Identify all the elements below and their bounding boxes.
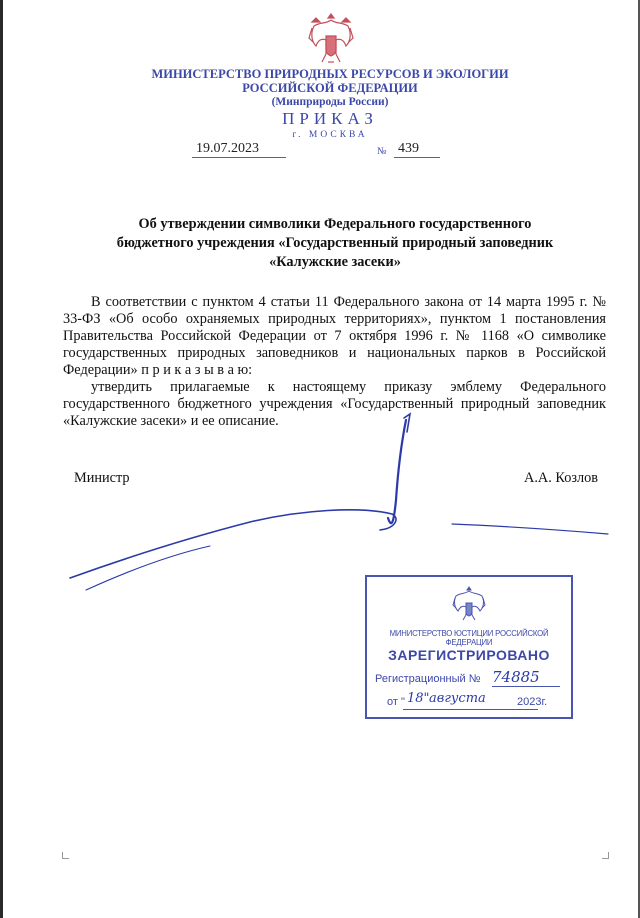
body-paragraph-2: утвердить прилагаемые к настоящему приказу эмблему Федерального государственного бюджетного учреждения «Государственный природный заповедник «Калужские засеки» и ее описание. bbox=[63, 379, 606, 429]
body-paragraph-1: В соответствии с пунктом 4 статьи 11 Федерального закона от 14 марта 1995 г. № 33-ФЗ «Об особо охраняемых природных территориях», пунктом 1 постановления Правительства Российской Федерации от 7 октября 1996 г. № 1168 «О символике государственных природных заповедников и национальных парков в Российской Федерации» п р и к а з ы в а ю: bbox=[63, 294, 606, 378]
crop-mark-bottom-right bbox=[602, 852, 609, 859]
stamp-from-label: от " bbox=[387, 696, 405, 708]
signer-position: Министр bbox=[74, 470, 130, 486]
crop-mark-bottom-left bbox=[62, 852, 69, 859]
city: г. МОСКВА bbox=[292, 130, 368, 140]
number-underline bbox=[394, 157, 440, 158]
scan-edge-left bbox=[0, 0, 3, 918]
registration-stamp bbox=[365, 575, 573, 719]
heading-line2: бюджетного учреждения «Государственный природный заповедник bbox=[116, 235, 554, 251]
stamp-regno-underline bbox=[492, 686, 560, 687]
ministry-name-line1: МИНИСТЕРСТВО ПРИРОДНЫХ РЕСУРСОВ И ЭКОЛОГИИ bbox=[151, 67, 509, 81]
ministry-short-name: (Минприроды России) bbox=[271, 96, 389, 108]
document-type: ПРИКАЗ bbox=[282, 109, 378, 128]
signer-name: А.А. Козлов bbox=[524, 470, 599, 486]
document-body bbox=[63, 294, 606, 430]
stamp-coat-of-arms-icon bbox=[451, 585, 487, 623]
stamp-day: 18" bbox=[407, 691, 430, 706]
date-underline bbox=[192, 157, 286, 158]
number-sign: № bbox=[377, 146, 387, 157]
stamp-year: 2023г. bbox=[517, 696, 548, 708]
document-date: 19.07.2023 bbox=[196, 141, 259, 156]
stamp-regno-label: Регистрационный № bbox=[375, 673, 481, 685]
stamp-regno-value: 74885 bbox=[492, 668, 540, 686]
document-number: 439 bbox=[398, 141, 419, 156]
stamp-registered: ЗАРЕГИСТРИРОВАНО bbox=[388, 647, 550, 663]
stamp-date-underline bbox=[403, 709, 538, 710]
stamp-month: августа bbox=[429, 691, 486, 706]
heading-line1: Об утверждении символики Федерального государственного bbox=[138, 216, 532, 232]
heading-line3: «Калужские засеки» bbox=[269, 254, 401, 270]
stamp-ministry-name: МИНИСТЕРСТВО ЮСТИЦИИ РОССИЙСКОЙ ФЕДЕРАЦИИ bbox=[389, 629, 549, 647]
coat-of-arms-icon bbox=[306, 10, 356, 66]
ministry-name-line2: РОССИЙСКОЙ ФЕДЕРАЦИИ bbox=[242, 81, 418, 95]
document-heading bbox=[70, 215, 600, 272]
